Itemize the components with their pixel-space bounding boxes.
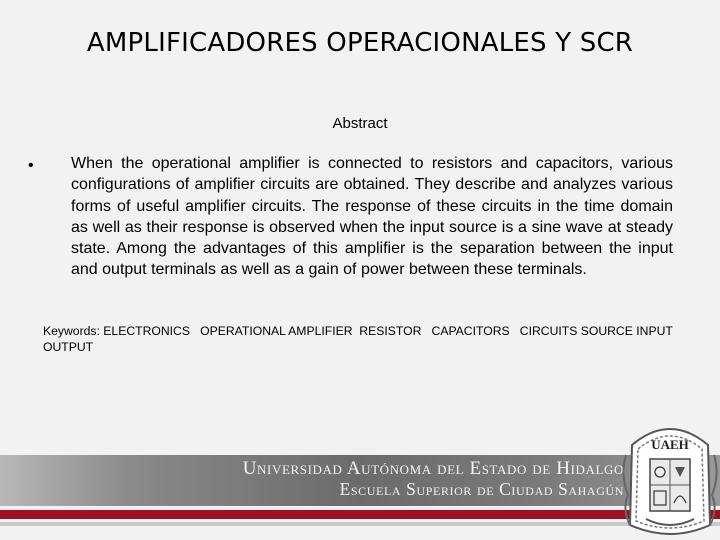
seal-text: UAEH [651,437,689,452]
abstract-text: When the operational amplifier is connected to resistors and capacitors, various configurations of amplifier circuits are obtained. They describe and analyzes various forms of useful amplifier circuits. The response of these circuits in the time domain as well as their response is observed when the input source is a sine wave at steady state. Among the advantages of this amplifier is the separation between the input and output terminals as well as a gain of power between these terminals. [71,155,673,279]
gray-stripe [0,522,720,526]
university-seal-icon [620,415,720,540]
university-name: Universidad Autónoma del Estado de Hidalgo [242,458,624,479]
abstract-heading: Abstract [332,115,388,132]
keywords-label: Keywords: [43,324,100,338]
keywords [43,324,683,355]
school-name: Escuela Superior de Ciudad Sahagún [339,479,624,499]
bullet-icon: • [28,157,34,174]
slide-title: AMPLIFICADORES OPERACIONALES Y SCR [86,28,634,58]
red-stripe [0,510,720,519]
keywords-list: ELECTRONICS OPERATIONAL AMPLIFIER RESISTOR CAPACITORS CIRCUITS SOURCE INPUT OUTPUT [43,324,683,354]
